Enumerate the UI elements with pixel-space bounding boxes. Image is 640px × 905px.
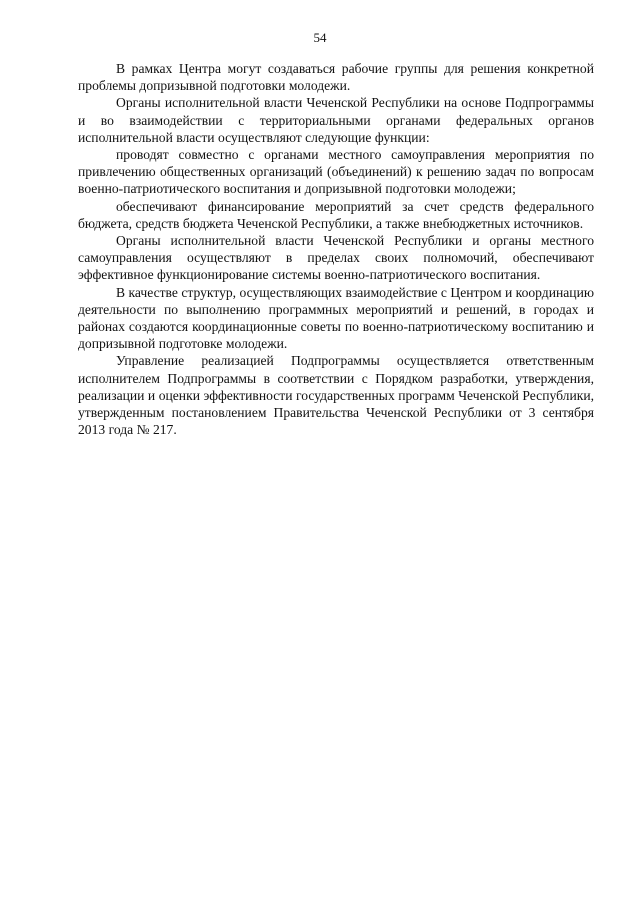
paragraph-local-government: Органы исполнительной власти Чеченской Республики и органы местного самоуправления осуществляют в пределах своих полномочий, обеспечивают эффективное функционирование системы военно-патриотического воспитания.	[78, 233, 594, 283]
paragraph-working-groups: В рамках Центра могут создаваться рабочие группы для решения конкретной проблемы допризывной подготовки молодежи.	[78, 61, 594, 94]
document-body	[78, 60, 594, 438]
paragraph-joint-activities: проводят совместно с органами местного самоуправления мероприятия по привлечению общественных организаций (объединений) к решению задач по вопросам военно-патриотического воспитания и допризывной подготовки молодежи;	[78, 147, 594, 197]
paragraph-coordination-councils: В качестве структур, осуществляющих взаимодействие с Центром и координацию деятельности по выполнению программных мероприятий и решений, в городах и районах создаются координационные советы по военно-патриотическому воспитанию и допризывной подготовке молодежи.	[78, 284, 594, 352]
paragraph-executive-functions: Органы исполнительной власти Чеченской Республики на основе Подпрограммы и во взаимодействии с территориальными органами федеральных органов исполнительной власти осуществляют следующие функции:	[78, 95, 594, 145]
page-number: 54	[313, 30, 327, 45]
paragraph-financing: обеспечивают финансирование мероприятий за счет средств федерального бюджета, средств бюджета Чеченской Республики, а также внебюджетных источников.	[78, 198, 594, 231]
paragraph-program-management: Управление реализацией Подпрограммы осуществляется ответственным исполнителем Подпрограммы в соответствии с Порядком разработки, утверждения, реализации и оценки эффективности государственных программ Чеченской Республики, утвержденным постановлением Правительства Чеченской Республики от 3 сентября 2013 года № 217.	[78, 353, 594, 438]
